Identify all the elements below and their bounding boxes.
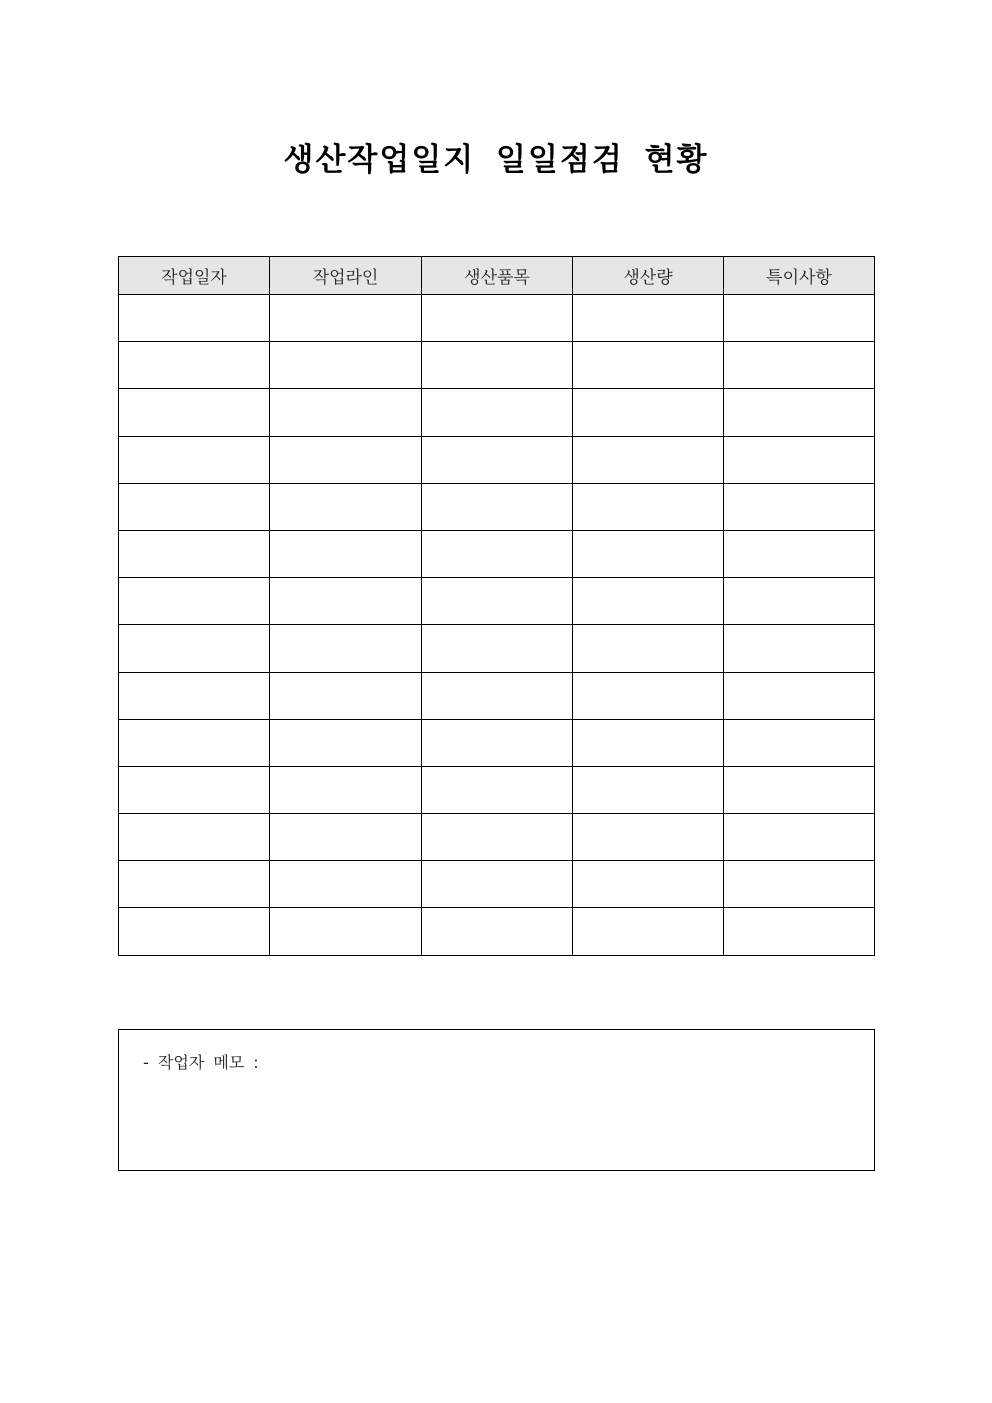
header-remarks: 특이사항 bbox=[724, 257, 875, 295]
cell-product-item[interactable] bbox=[422, 342, 573, 389]
cell-product-item[interactable] bbox=[422, 295, 573, 342]
cell-output-quantity[interactable] bbox=[573, 389, 724, 436]
cell-work-date[interactable] bbox=[119, 814, 270, 861]
header-work-line: 작업라인 bbox=[270, 257, 422, 295]
table-row bbox=[119, 389, 875, 436]
cell-remarks[interactable] bbox=[724, 908, 875, 955]
cell-remarks[interactable] bbox=[724, 814, 875, 861]
header-product-item: 생산품목 bbox=[422, 257, 573, 295]
cell-product-item[interactable] bbox=[422, 861, 573, 908]
table-row bbox=[119, 908, 875, 955]
cell-remarks[interactable] bbox=[724, 295, 875, 342]
table-row bbox=[119, 578, 875, 625]
cell-output-quantity[interactable] bbox=[573, 436, 724, 483]
cell-work-line[interactable] bbox=[270, 766, 422, 813]
cell-remarks[interactable] bbox=[724, 578, 875, 625]
cell-product-item[interactable] bbox=[422, 578, 573, 625]
cell-work-date[interactable] bbox=[119, 861, 270, 908]
cell-output-quantity[interactable] bbox=[573, 861, 724, 908]
cell-work-date[interactable] bbox=[119, 672, 270, 719]
cell-output-quantity[interactable] bbox=[573, 672, 724, 719]
cell-work-date[interactable] bbox=[119, 483, 270, 530]
cell-work-line[interactable] bbox=[270, 672, 422, 719]
cell-product-item[interactable] bbox=[422, 436, 573, 483]
table-row bbox=[119, 342, 875, 389]
cell-remarks[interactable] bbox=[724, 861, 875, 908]
cell-output-quantity[interactable] bbox=[573, 295, 724, 342]
cell-output-quantity[interactable] bbox=[573, 719, 724, 766]
cell-output-quantity[interactable] bbox=[573, 766, 724, 813]
cell-product-item[interactable] bbox=[422, 908, 573, 955]
cell-product-item[interactable] bbox=[422, 719, 573, 766]
cell-remarks[interactable] bbox=[724, 625, 875, 672]
cell-remarks[interactable] bbox=[724, 342, 875, 389]
cell-product-item[interactable] bbox=[422, 389, 573, 436]
cell-output-quantity[interactable] bbox=[573, 625, 724, 672]
table-row bbox=[119, 719, 875, 766]
cell-work-date[interactable] bbox=[119, 295, 270, 342]
page-title: 생산작업일지 일일점검 현황 bbox=[283, 142, 709, 178]
cell-work-date[interactable] bbox=[119, 530, 270, 577]
cell-output-quantity[interactable] bbox=[573, 814, 724, 861]
cell-output-quantity[interactable] bbox=[573, 530, 724, 577]
cell-work-line[interactable] bbox=[270, 861, 422, 908]
cell-output-quantity[interactable] bbox=[573, 578, 724, 625]
cell-work-date[interactable] bbox=[119, 436, 270, 483]
table-row bbox=[119, 295, 875, 342]
cell-work-date[interactable] bbox=[119, 578, 270, 625]
cell-product-item[interactable] bbox=[422, 483, 573, 530]
cell-remarks[interactable] bbox=[724, 483, 875, 530]
header-output-quantity: 생산량 bbox=[573, 257, 724, 295]
cell-product-item[interactable] bbox=[422, 672, 573, 719]
cell-remarks[interactable] bbox=[724, 719, 875, 766]
cell-product-item[interactable] bbox=[422, 814, 573, 861]
cell-product-item[interactable] bbox=[422, 530, 573, 577]
table-row bbox=[119, 814, 875, 861]
worker-memo-box[interactable] bbox=[118, 1029, 875, 1171]
cell-product-item[interactable] bbox=[422, 766, 573, 813]
cell-work-date[interactable] bbox=[119, 625, 270, 672]
cell-work-line[interactable] bbox=[270, 625, 422, 672]
cell-work-line[interactable] bbox=[270, 483, 422, 530]
cell-work-line[interactable] bbox=[270, 436, 422, 483]
table-row bbox=[119, 766, 875, 813]
cell-output-quantity[interactable] bbox=[573, 483, 724, 530]
cell-output-quantity[interactable] bbox=[573, 908, 724, 955]
table-row bbox=[119, 483, 875, 530]
header-work-date: 작업일자 bbox=[119, 257, 270, 295]
cell-work-line[interactable] bbox=[270, 530, 422, 577]
cell-remarks[interactable] bbox=[724, 672, 875, 719]
cell-work-line[interactable] bbox=[270, 908, 422, 955]
cell-remarks[interactable] bbox=[724, 766, 875, 813]
cell-work-date[interactable] bbox=[119, 766, 270, 813]
cell-work-line[interactable] bbox=[270, 578, 422, 625]
cell-remarks[interactable] bbox=[724, 530, 875, 577]
worker-memo-label: - 작업자 메모 : bbox=[143, 1053, 259, 1072]
table-row bbox=[119, 625, 875, 672]
cell-work-date[interactable] bbox=[119, 389, 270, 436]
cell-work-line[interactable] bbox=[270, 814, 422, 861]
table-row bbox=[119, 861, 875, 908]
cell-work-date[interactable] bbox=[119, 342, 270, 389]
cell-work-line[interactable] bbox=[270, 389, 422, 436]
cell-work-date[interactable] bbox=[119, 908, 270, 955]
cell-product-item[interactable] bbox=[422, 625, 573, 672]
cell-remarks[interactable] bbox=[724, 436, 875, 483]
cell-output-quantity[interactable] bbox=[573, 342, 724, 389]
table-header-row bbox=[119, 257, 875, 295]
cell-work-line[interactable] bbox=[270, 719, 422, 766]
table-row bbox=[119, 530, 875, 577]
table-row bbox=[119, 436, 875, 483]
production-log-table bbox=[118, 256, 875, 956]
cell-work-date[interactable] bbox=[119, 719, 270, 766]
cell-work-line[interactable] bbox=[270, 342, 422, 389]
cell-work-line[interactable] bbox=[270, 295, 422, 342]
cell-remarks[interactable] bbox=[724, 389, 875, 436]
table-row bbox=[119, 672, 875, 719]
